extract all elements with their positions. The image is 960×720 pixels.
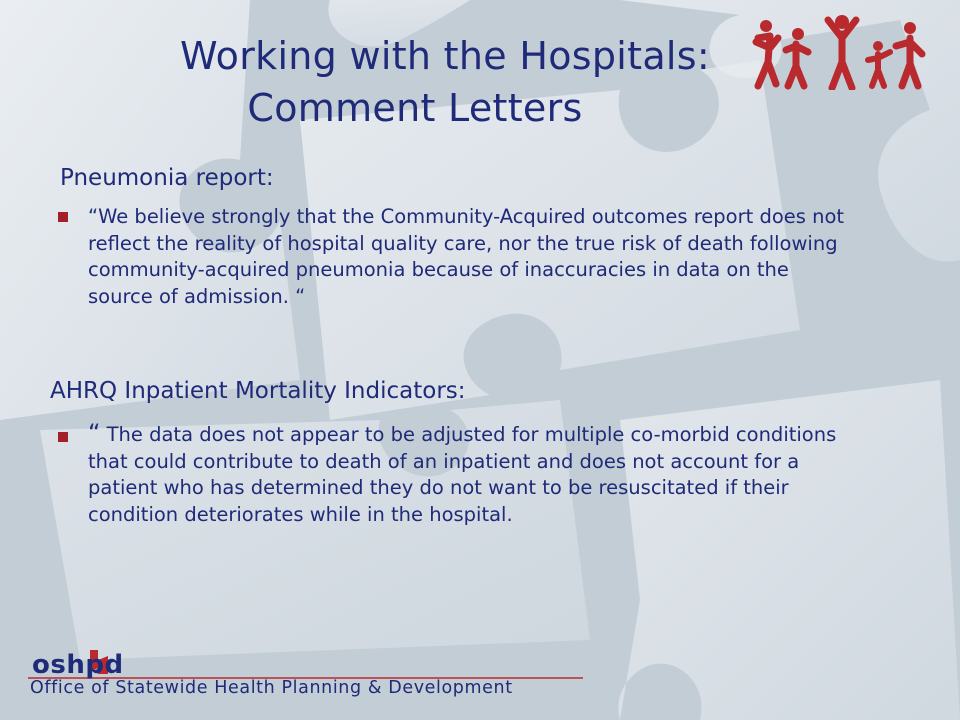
section-heading-ahrq: AHRQ Inpatient Mortality Indicators: (50, 378, 466, 404)
bullet-item (58, 204, 858, 310)
title-line-2: Comment Letters (247, 86, 583, 130)
bullet-marker (58, 212, 68, 222)
logo-wordmark: oshpd (32, 650, 124, 680)
open-quote: “ (88, 419, 101, 447)
family-figures-icon (752, 12, 928, 90)
title-line-1: Working with the Hospitals: (180, 34, 710, 78)
slide-title (0, 30, 780, 134)
bullet-item (58, 420, 858, 528)
bullet-text: The data does not appear to be adjusted for multiple co-morbid conditions that could contribute to death of an inpatient and does not account for a patient who has determined they do not want to be resuscitated if their condition deteriorates while in the hospital. (88, 423, 837, 526)
logo-subtitle: Office of Statewide Health Planning & Development (30, 678, 513, 698)
bullet-text-wrapper (88, 420, 858, 528)
section-heading-pneumonia: Pneumonia report: (60, 165, 274, 191)
bullet-marker (58, 432, 68, 442)
bullet-text: “We believe strongly that the Community-Acquired outcomes report does not reflect the reality of hospital quality care, nor the true risk of death following community-acquired pneumonia because of inaccuracies in data on the source of admission. “ (88, 205, 845, 308)
